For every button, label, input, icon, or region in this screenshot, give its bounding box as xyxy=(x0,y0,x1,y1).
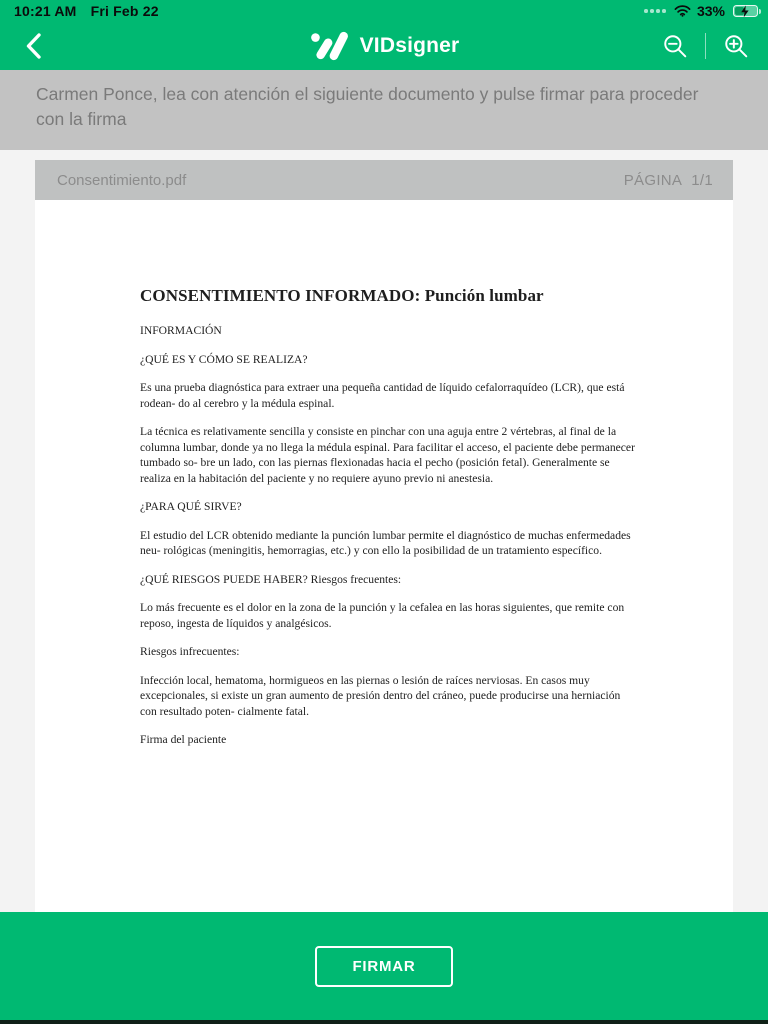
doc-paragraph: Firma del paciente xyxy=(140,733,227,746)
document-body xyxy=(140,323,638,748)
wifi-icon xyxy=(674,5,691,17)
page-label: PÁGINA xyxy=(623,171,683,189)
doc-paragraph: Infección local, hematoma, hormigueos en las piernas o lesión de raíces nerviosas. En casos muy excepcionales, si existe un gran aumento de presión dentro del cráneo, puede producirse una herniación con resultado poten- cialmente fatal. xyxy=(140,673,621,718)
app-header xyxy=(0,22,768,70)
doc-paragraph: ¿QUÉ ES Y CÓMO SE REALIZA? xyxy=(140,352,308,366)
zoom-in-button[interactable] xyxy=(720,30,752,62)
doc-paragraph: ¿QUÉ RIESGOS PUEDE HABER? Riesgos frecuentes: xyxy=(140,572,402,586)
doc-paragraph: La técnica es relativamente sencilla y consiste en pinchar con una aguja entre 2 vértebras, al final de la columna lumbar, donde ya no llega la médula espinal. Para facilitar el acceso, el paciente debe permanecer tumbado so- bre un lado, con las piernas flexionadas hacia el pecho (posición fetal). Generalmente se realiza en la habitación del paciente y no requiere ayuno previo ni anestesia. xyxy=(140,425,635,485)
instruction-banner xyxy=(0,70,768,150)
status-date: Fri Feb 22 xyxy=(90,3,159,19)
battery-charging-icon xyxy=(733,5,758,17)
doc-paragraph: Riesgos infrecuentes: xyxy=(140,645,240,658)
status-time: 10:21 AM xyxy=(14,3,77,19)
doc-paragraph: El estudio del LCR obtenido mediante la punción lumbar permite el diagnóstico de muchas enfermedades neu- rológicas (meningitis, hemorragias, etc.) y con ello la posibilidad de un tratamiento específico. xyxy=(140,528,631,557)
doc-paragraph: Es una prueba diagnóstica para extraer una pequeña cantidad de líquido cefalorraquídeo (LCR), que está rodean- do al cerebro y la médula espinal. xyxy=(140,381,625,410)
vidsigner-mark-icon xyxy=(309,30,351,62)
firmar-button[interactable]: FIRMAR xyxy=(315,946,452,987)
page-value: 1/1 xyxy=(691,171,713,189)
battery-percent: 33% xyxy=(696,3,725,19)
magnifier-plus-icon xyxy=(723,33,749,59)
app-logo xyxy=(309,30,460,62)
document-title-bar xyxy=(35,160,733,200)
chevron-left-icon xyxy=(25,32,42,60)
cellular-signal-icon xyxy=(644,9,666,13)
header-divider xyxy=(705,33,707,59)
magnifier-minus-icon xyxy=(662,33,688,59)
footer-bar xyxy=(0,912,768,1020)
home-indicator-strip xyxy=(0,1020,768,1024)
doc-paragraph: ¿PARA QUÉ SIRVE? xyxy=(140,500,242,513)
status-bar xyxy=(0,0,768,22)
back-button[interactable] xyxy=(16,29,50,63)
zoom-out-button[interactable] xyxy=(659,30,691,62)
document-viewer xyxy=(0,150,768,912)
doc-paragraph: Lo más frecuente es el dolor en la zona de la punción y la cefalea en las horas siguientes, que remite con reposo, ingesta de líquidos y analgésicos. xyxy=(140,601,625,630)
app-title: VIDsigner xyxy=(359,34,460,57)
document-heading: CONSENTIMIENTO INFORMADO: Punción lumbar xyxy=(140,286,544,305)
document-filename: Consentimiento.pdf xyxy=(57,171,187,189)
page-indicator xyxy=(624,172,713,189)
instruction-text: Carmen Ponce, lea con atención el siguiente documento y pulse firmar para proceder con la firma xyxy=(36,84,699,129)
pdf-content xyxy=(140,286,638,748)
pdf-page[interactable] xyxy=(35,200,733,912)
doc-paragraph: INFORMACIÓN xyxy=(140,324,222,337)
